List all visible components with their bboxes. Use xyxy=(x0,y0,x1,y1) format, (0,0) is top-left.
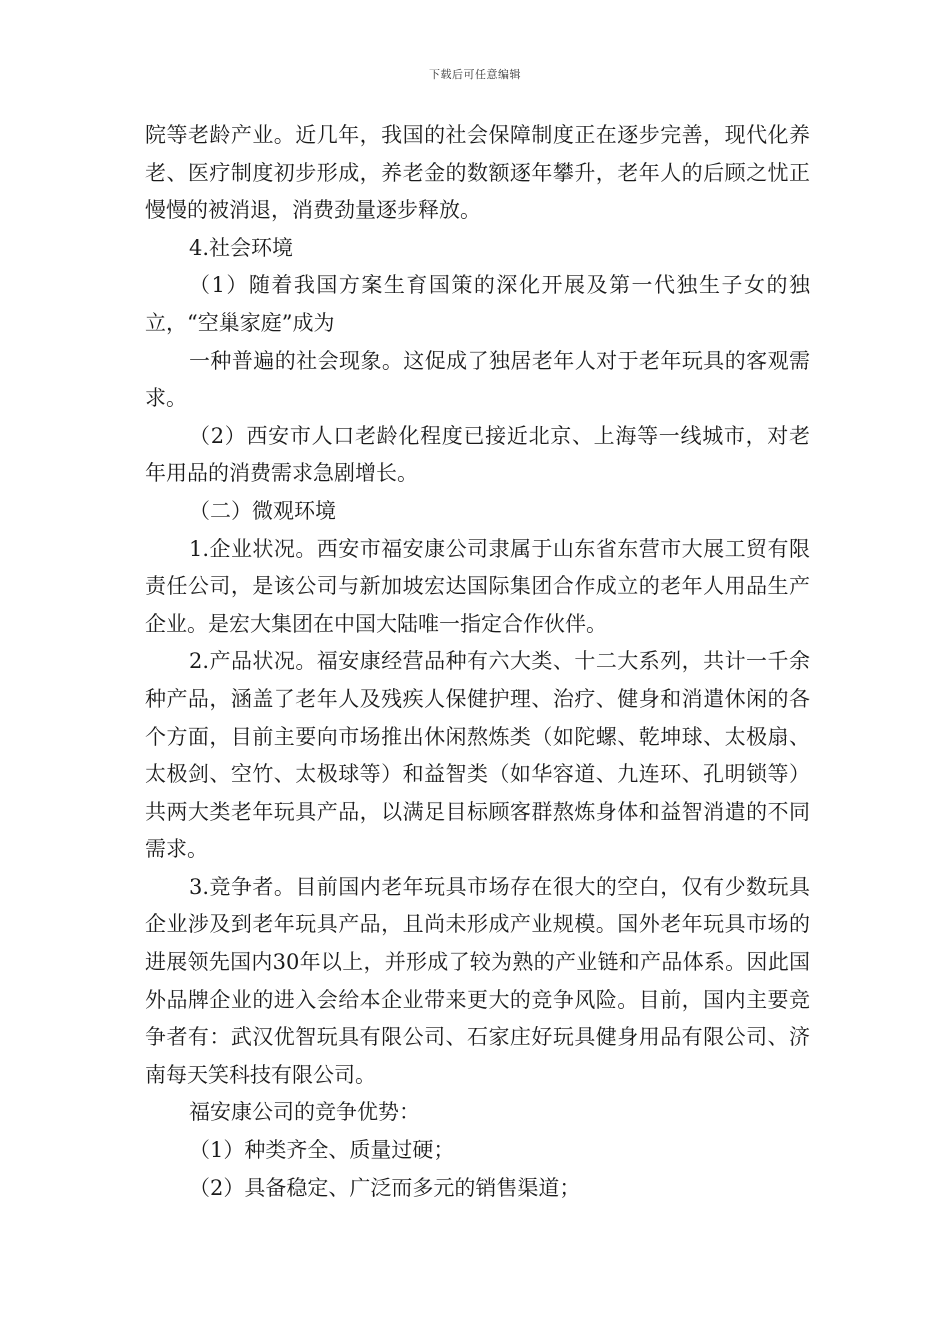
paragraph-product-status: 2.产品状况。福安康经营品种有六大类、十二大系列，共计一千余种产品，涵盖了老年人及残疾人保健护理、治疗、健身和消遣休闲的各个方面，目前主要向市场推出休闲熬炼类（如陀螺、乾坤球、太极扇、太极剑、空竹、太极球等）和益智类（如华容道、九连环、孔明锁等）共两大类老年玩具产品，以满足目标顾客群熬炼身体和益智消遣的不同需求。 xyxy=(145,649,810,862)
paragraph-social-1-cont: 一种普遍的社会现象。这促成了独居老年人对于老年玩具的客观需求。 xyxy=(145,348,810,411)
section-heading-micro-environment: （二）微观环境 xyxy=(189,498,336,523)
document-body xyxy=(145,117,810,1207)
paragraph-advantages-heading: 福安康公司的竞争优势： xyxy=(189,1100,420,1125)
page-header: 下载后可任意编辑 xyxy=(429,68,521,81)
paragraph-social-1: （1）随着我国方案生育国策的深化开展及第一代独生子女的独立，“空巢家庭”成为 xyxy=(145,273,810,335)
paragraph-competitors: 3.竞争者。目前国内老年玩具市场存在很大的空白，仅有少数玩具企业涉及到老年玩具产品，且尚未形成产业规模。国外老年玩具市场的进展领先国内30年以上，并形成了较为熟的产业链和产品体系。因此国外品牌企业的进入会给本企业带来更大的竞争风险。目前，国内主要竞争者有：武汉优智玩具有限公司、石家庄好玩具健身用品有限公司、济南每天笑科技有限公司。 xyxy=(145,874,810,1087)
list-item-advantage-1: （1）种类齐全、质量过硬； xyxy=(189,1138,455,1163)
section-heading-social-environment: 4.社会环境 xyxy=(189,235,294,260)
paragraph-social-2: （2）西安市人口老龄化程度已接近北京、上海等一线城市，对老年用品的消费需求急剧增长。 xyxy=(145,423,810,486)
paragraph-company-status: 1.企业状况。西安市福安康公司隶属于山东省东营市大展工贸有限责任公司，是该公司与新加坡宏达国际集团合作成立的老年人用品生产企业。是宏大集团在中国大陆唯一指定合作伙伴。 xyxy=(145,536,810,636)
list-item-advantage-2: （2）具备稳定、广泛而多元的销售渠道； xyxy=(189,1175,581,1200)
paragraph-continuation: 院等老龄产业。近几年，我国的社会保障制度正在逐步完善，现代化养老、医疗制度初步形成，养老金的数额逐年攀升，老年人的后顾之忧正慢慢的被消退，消费劲量逐步释放。 xyxy=(145,123,810,223)
